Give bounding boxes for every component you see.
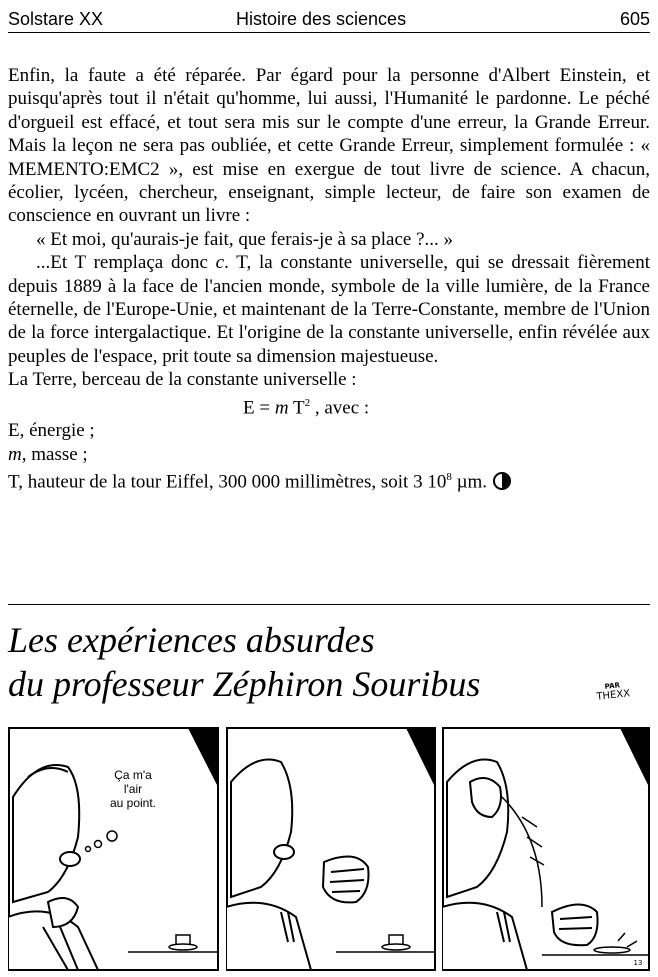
comic-panel-2 xyxy=(226,727,436,971)
comic-panel-3 xyxy=(442,727,650,971)
paragraph-1: Enfin, la faute a été réparée. Par égard pour la personne d'Albert Einstein, et puisqu'après tout il n'était qu'homme, lui aussi, l'Humanité le pardonne. Le péché d'orgueil est effacé, et tout sera mis sur le compte d'une erreur, la Grande Erreur. Mais la leçon ne sera pas oubliée, et cette Grande Erreur, simplement formulée : « MEMENTO:EMC2 », est mise en exergue de tout livre de science. A chacun, écolier, lycéen, chercheur, enseignant, simple lecteur, de faire son examen de conscience en ouvrant un livre : xyxy=(8,65,650,227)
paragraph-quote: « Et moi, qu'aurais-je fait, que ferais-je à sa place ?... » xyxy=(36,228,454,250)
eq-right: , avec : xyxy=(310,397,370,419)
section-divider xyxy=(8,604,650,605)
signature-par: PAR xyxy=(604,681,621,691)
smashing-fist xyxy=(552,905,598,946)
def-T-unit: µm. xyxy=(451,471,488,493)
comic-title xyxy=(8,618,480,706)
running-header xyxy=(8,6,650,33)
constant-c: c xyxy=(215,252,225,274)
bubble-text-1: Ça m'a xyxy=(114,768,152,782)
def-m-text: , masse ; xyxy=(21,443,88,465)
bubble-text-3: au point. xyxy=(109,796,157,810)
eq-left: E = xyxy=(243,397,275,419)
comic-title-line-2: du professeur Zéphiron Souribus xyxy=(8,664,481,704)
def-m-symbol: m xyxy=(8,443,22,465)
paragraph-3 xyxy=(8,251,650,368)
author-signature xyxy=(595,679,631,702)
def-T-exp: 8 xyxy=(446,471,452,484)
bubble-text-2: l'air xyxy=(123,782,143,796)
signature-name: THEXX xyxy=(595,688,631,703)
section-title: Histoire des sciences xyxy=(236,9,407,29)
panel-number: 13 xyxy=(633,959,643,967)
eq-T: T xyxy=(288,397,305,419)
comic-title-line-1: Les expériences absurdes xyxy=(8,620,375,660)
paragraph-4: La Terre, berceau de la constante universelle : xyxy=(8,369,357,391)
def-T-text: T, hauteur de la tour Eiffel, 300 000 millimètres, soit 3 10 xyxy=(8,471,447,493)
article-body xyxy=(8,64,650,494)
comic-panel-1 xyxy=(8,727,219,971)
paragraph-3-end: . T, la constante universelle, qui se dressait fièrement depuis 1889 à la face de l'ancien monde, symbole de la ville lumière, de la France éternelle, de l'Europe-Unie, et maintenant de la Terre-Constante, membre de l'Union de la force intergalactique. Et l'origine de la constante universelle, enfin révélée aux peuples de l'espace, prit toute sa dimension majestueuse. xyxy=(8,252,650,367)
eq-exp: 2 xyxy=(304,396,311,409)
end-of-article-icon xyxy=(493,472,511,490)
eq-m: m xyxy=(274,397,289,419)
equation xyxy=(8,392,650,420)
journal-name: Solstare XX xyxy=(8,9,104,29)
definition-E: E, énergie ; xyxy=(8,420,95,442)
page-number: 605 xyxy=(619,9,650,29)
paragraph-3-start: ...Et T remplaça donc xyxy=(36,252,216,274)
definition-m xyxy=(8,443,650,466)
definition-T xyxy=(8,466,650,494)
raised-fist xyxy=(323,857,369,903)
